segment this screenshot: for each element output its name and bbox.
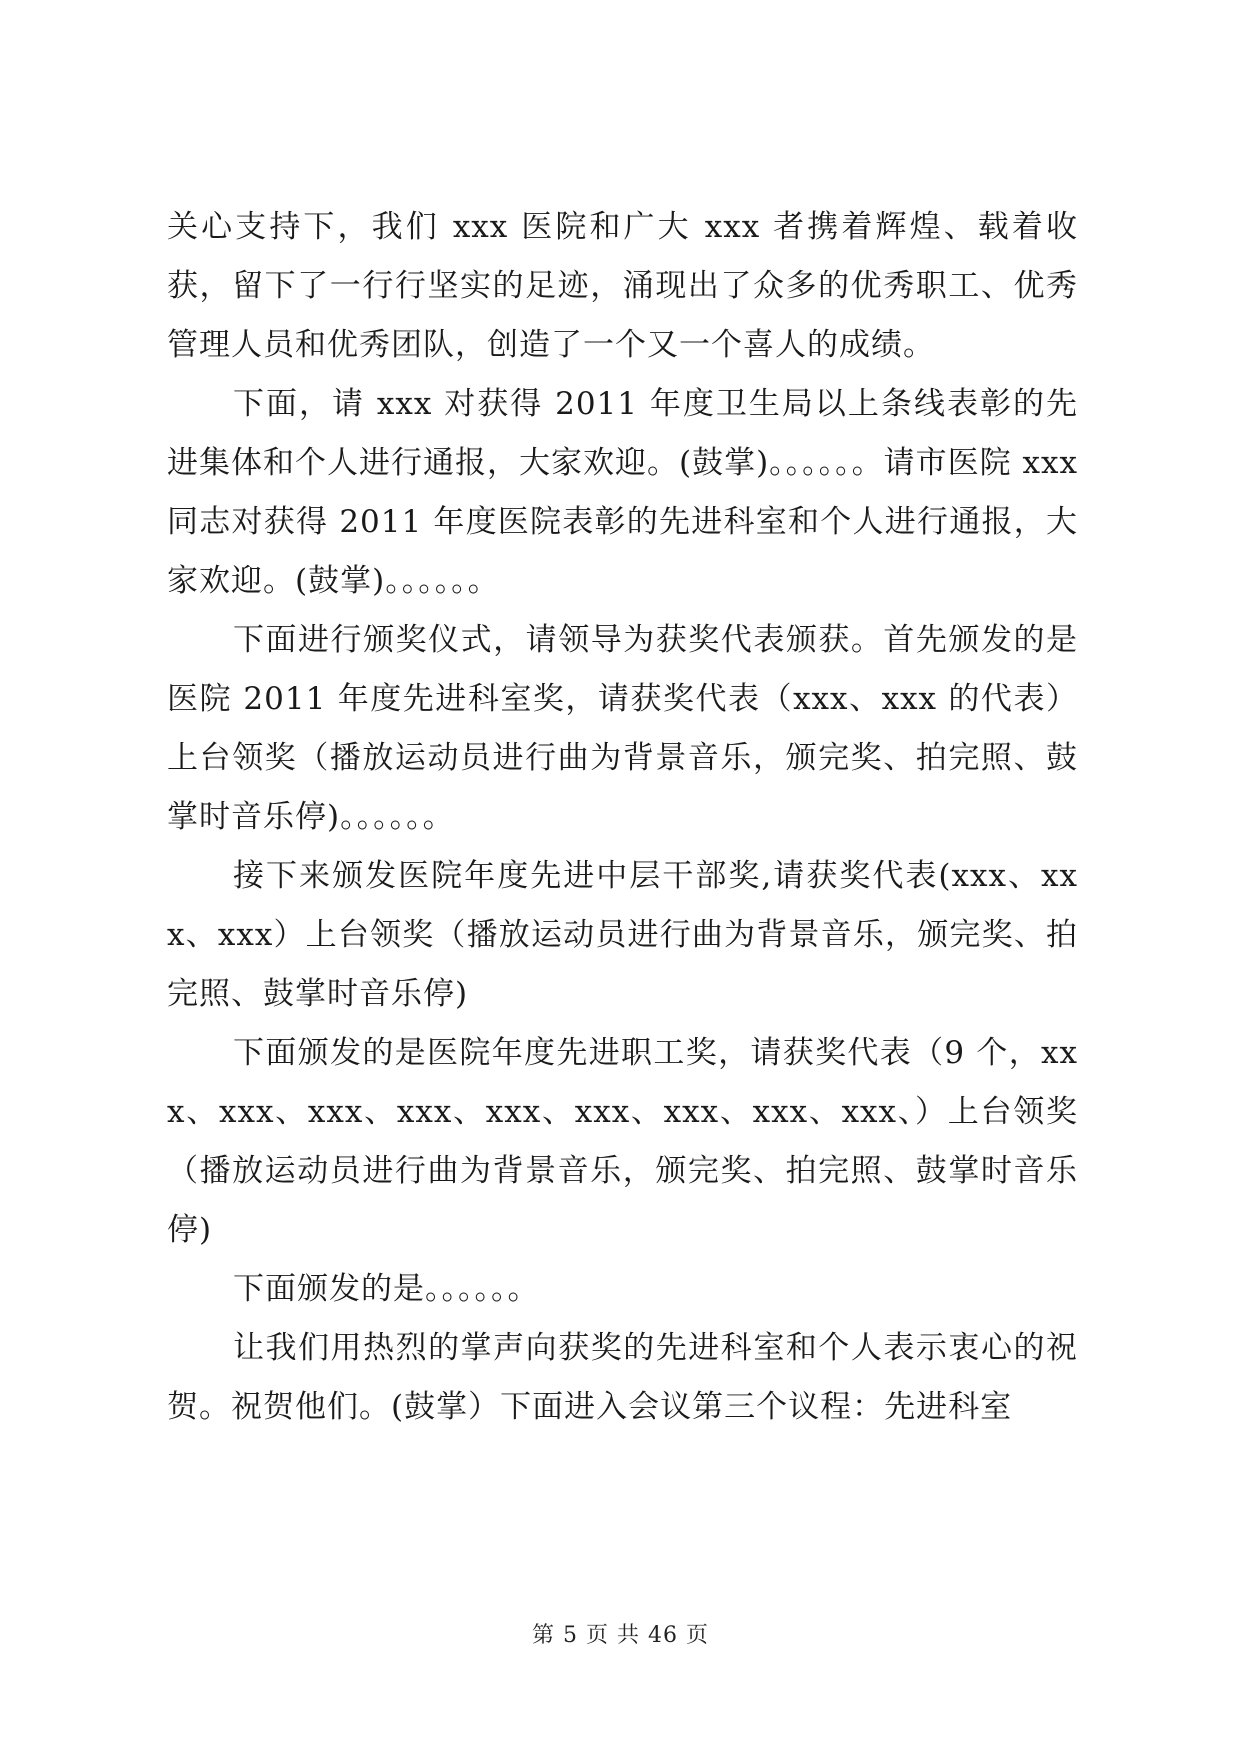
page-number-footer: 第 5 页 共 46 页 — [532, 1623, 709, 1648]
paragraph-2: 下面，请 xxx 对获得 2011 年度卫生局以上条线表彰的先进集体和个人进行通报，大家欢迎。(鼓掌)。。。。。。请市医院 xxx 同志对获得 2011 年度医院表彰的先进科室和个人进行通报，大家欢迎。(鼓掌)。。。。。。 — [167, 386, 1078, 599]
paragraph-4: 接下来颁发医院年度先进中层干部奖,请获奖代表(xxx、xxx、xxx）上台领奖（播放运动员进行曲为背景音乐，颁完奖、拍完照、鼓掌时音乐停) — [167, 858, 1078, 1012]
paragraph-7: 让我们用热烈的掌声向获奖的先进科室和个人表示衷心的祝贺。祝贺他们。(鼓掌）下面进入会议第三个议程：先进科室 — [167, 1330, 1078, 1425]
paragraph-5: 下面颁发的是医院年度先进职工奖，请获奖代表（9 个，xxx、xxx、xxx、xxx、xxx、xxx、xxx、xxx、xxx、）上台领奖（播放运动员进行曲为背景音乐，颁完奖、拍完照、鼓掌时音乐停) — [167, 1035, 1078, 1248]
paragraph-1: 关心支持下，我们 xxx 医院和广大 xxx 者携着辉煌、载着收获，留下了一行行坚实的足迹，涌现出了众多的优秀职工、优秀管理人员和优秀团队，创造了一个又一个喜人的成绩。 — [167, 209, 1078, 363]
paragraph-3: 下面进行颁奖仪式，请领导为获奖代表颁获。首先颁发的是医院 2011 年度先进科室奖，请获奖代表（xxx、xxx 的代表）上台领奖（播放运动员进行曲为背景音乐，颁完奖、拍完照、鼓掌时音乐停)。。。。。。 — [167, 622, 1078, 835]
paragraph-6: 下面颁发的是。。。。。。 — [233, 1271, 540, 1307]
document-body — [167, 198, 1078, 1437]
